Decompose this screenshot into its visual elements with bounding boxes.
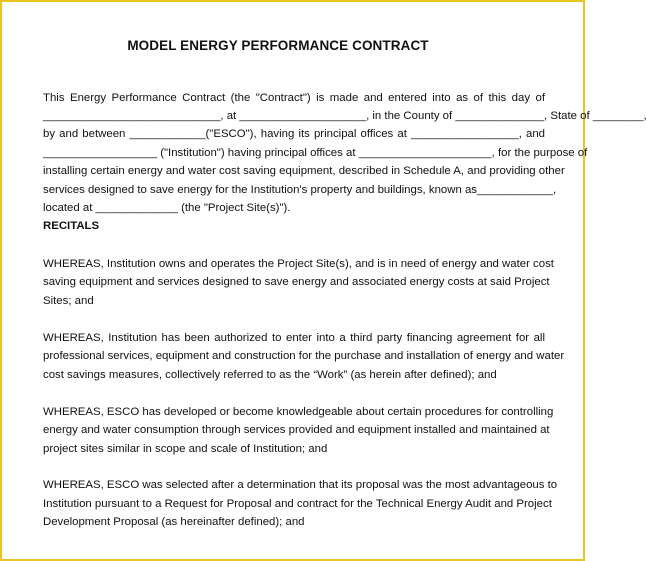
intro-line: installing certain energy and water cost saving equipment, described in Schedule A, and providing other [43, 165, 565, 177]
intro-line: by and between ____________("ESCO"), having its principal offices at _________________, and [43, 128, 545, 140]
recital-line: cost savings measures, collectively referred to as the “Work” (as herein after defined); and [43, 369, 497, 381]
intro-line: This Energy Performance Contract (the "Contract") is made and entered into as of this day of [43, 92, 545, 104]
recital-line: WHEREAS, ESCO was selected after a determination that its proposal was the most advantageous to [43, 479, 558, 491]
intro-line: services designed to save energy for the Institution's property and buildings, known as____________, [43, 184, 557, 196]
recital-line: Sites; and [43, 295, 94, 307]
recital-line: project sites similar in scope and scale of Institution; and [43, 443, 328, 455]
recital-line: energy and water consumption through services provided and equipment installed and maintained at [43, 424, 550, 436]
intro-line: ____________________________, at ____________________, in the County of ______________, State of ________, [43, 110, 647, 122]
intro-line: located at _____________ (the "Project Site(s)"). [43, 202, 291, 214]
recital-line: professional services, equipment and construction for the purchase and installation of energy and water [43, 350, 565, 362]
recital-line: Development Proposal (as hereinafter defined); and [43, 516, 305, 528]
recital-line: WHEREAS, Institution has been authorized to enter into a third party financing agreement for all [43, 332, 545, 344]
document-title: MODEL ENERGY PERFORMANCE CONTRACT [127, 38, 429, 53]
recital-line: saving equipment and services designed to save energy and associated energy costs at said Project [43, 276, 550, 288]
recital-line: WHEREAS, Institution owns and operates the Project Site(s), and is in need of energy and water cost [43, 258, 554, 270]
recital-line: Institution pursuant to a Request for Proposal and contract for the Technical Energy Audit and Project [43, 498, 552, 510]
intro-line: __________________ ("Institution") having principal offices at _____________________, for the purpose of [43, 147, 588, 159]
recitals-heading: RECITALS [43, 220, 100, 232]
recital-line: WHEREAS, ESCO has developed or become knowledgeable about certain procedures for controlling [43, 406, 554, 418]
